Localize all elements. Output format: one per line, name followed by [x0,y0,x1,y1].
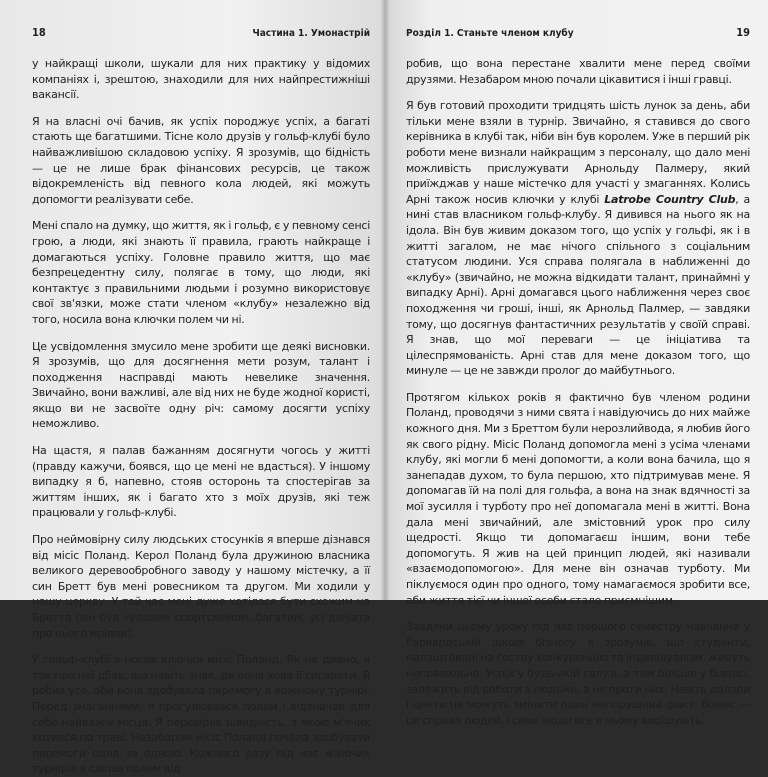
left-page-header [32,26,370,54]
club-name-emphasis: Latrobe Country Club [604,192,736,206]
page-number: 18 [32,26,46,39]
right-page-header [406,26,750,54]
paragraph: Мені спало на думку, що життя, як і гольф, є у певному сенсі грою, а люди, які знають її правила, грають найкраще і домагаються успіху. Головне правило життя, що має безпрецедентну силу, полягає в тому, що люди, які контактує з правильними людьми і розумно використовує свої зв'язки, може стати членом «клубу» незалежно від того, носила вона ключки полем чи ні. [32,219,370,326]
paragraph: у найкращі школи, шукали для них практику у відомих компаніях і, зрештою, знаходили для них найпрестижніші вакансії. [32,57,370,102]
paragraph: Протягом кількох років я фактично був членом родини Поланд, проводячи з ними свята і навідуючись до них майже кожного дня. Ми з Бреттом були нерозлийвода, я любив його як свого рідну. Місіс Поланд допомогла мені з усіма членами клубу, які могли б мені допомогти, а коли вона бачила, що я занепадав духом, то була першою, хто підтримував мене. Я допомагав їй на полі для гольфа, а вона на знак вдячності за мої зусилля і турботу про неї допомагала мені в житті. Вона дала мені звичайний, але змістовний урок про силу щедрості. Якщо ти допомагаєш іншим, вони тебе допомогуть. Я жив на цей принцип людей, які називали «взаємодопомогою». Для мене він означав турботу. Ми піклуємося один про одного, тому намагаємося зробити все, аби життя тієї чи іншої особи стало приємнішим. [406,390,750,607]
left-page-body [32,56,370,777]
paragraph: Я на власні очі бачив, як успіх породжує успіх, а багаті стають ще багатшими. Тісне коло друзів у гольф-клубі було найважливішою складовою успіху. Я зрозумів, що бідність — це не лише брак фінансових ресурсів, це також відокремленість від певного кола людей, які можуть допомогти реалізувати себе. [32,114,370,206]
paragraph: На щастя, я палав бажанням досягнути чогось у житті (правду кажучи, боявся, що це мені не вдасться). У іншому випадку я б, напевно, стояв осторонь та спостерігав за життям інших, як і багато хто з моїх друзів, які теж працювали у гольф-клубі. [32,444,370,520]
running-head: Частина 1. Умонастрій [252,28,370,39]
right-page [384,0,768,727]
paragraph: Про неймовірну силу людських стосунків я вперше дізнався від місіс Поланд. Керол Поланд була дружиною власника великого деревообробного заводу у нашому містечку, а її син Бретт був мені ровесником та другом. Ми ходили у нашу церкву. У той час мені дуже хотілося бути схожим на Бретта (він був чудовим спортсменом, багатим, усі дівчата про нього мріяли). [32,533,370,640]
page-number: 19 [736,26,750,39]
left-page [0,0,384,776]
right-page-body [406,56,750,728]
paragraph: Я був готовий проходити тридцять шість лунок за день, аби тільки мене взяли в турнір. Звичайно, я ставився до свого керівника в клубі так, ніби він був королем. Уже в перший рік роботи мене визнали найкращим з персоналу, що дало мені можливість прислужувати Арнольду Палмеру, який приїжджав у наше містечко для участі у змаганнях. Колись Арні також носив ключки у клубі Latrobe Country Club, а нині став власником гольф-клубу. Я дивився на нього як на ідола. Він був живим доказом того, що успіх у гольфі, як і в житті загалом, не має нічого спільного з соціальним статусом людини. Уся справа полягала в наближенні до «клубу» (звичайно, не можна відкидати талант, принаймні у випадку Арні). Арні домагався цього наближення через своє походження чи гроші, інші, як Арнольд Палмер, — завдяки тому, що досягнув фантастичних результатів у своїй справі. Я знав, що мої переваги — це ініціатива та цілеспрямованість. Арні став для мене доказом того, що минуле — це не завжди пролог до майбутнього. [406,99,751,378]
paragraph: У гольф-клубі я носив ключки місіс Поланд. Як не дивно, я так про неї дбав, що навіть знав, де вона хова її сигарети. Я робив усе, аби вона здобувала перемогу в кожному турнірі. Перед змаганнями, я прогулювався полем і відзначав для себе найважчі місця. Я перевіряв швидкість, з якою м'ячик котився по траві. Незабаром місіс Поланд почала здобувати перемоги одна за одною. Кожного разу під час жіночих турнірів я сліпав полем від [32,653,370,776]
running-head: Розділ 1. Станьте членом клубу [406,28,574,39]
paragraph: робив, що вона перестане хвалити мене перед своїми друзями. Незабаром мною почали цікавитися і інші гравці. [406,57,750,86]
paragraph: Завдяки цьому уроку під час першого семестру навчання у Гарвардській школі бізнесу я зрозумів, що студенти, налаштовані на гостру конкуренцію та індивідуалізм, живуть неправильно. Успіх у будь-якій галузі, а тим більше у бізнесі, залежить від роботи з людьми, а не проти них. Навіть долари і центи не можуть змінити один непорушний факт: бізнес — це справа людей, і саме люди все в ньому вирішують. [406,620,750,727]
paragraph: Це усвідомлення змусило мене зробити ще деякі висновки. Я зрозумів, що для досягнення мети розум, талант і походження насправді мають невелике значення. Звичайно, вони важливі, але від них не буде жодної користі, якщо ви не засвоїте одну річ: самому досягти успіху неможливо. [32,339,370,431]
